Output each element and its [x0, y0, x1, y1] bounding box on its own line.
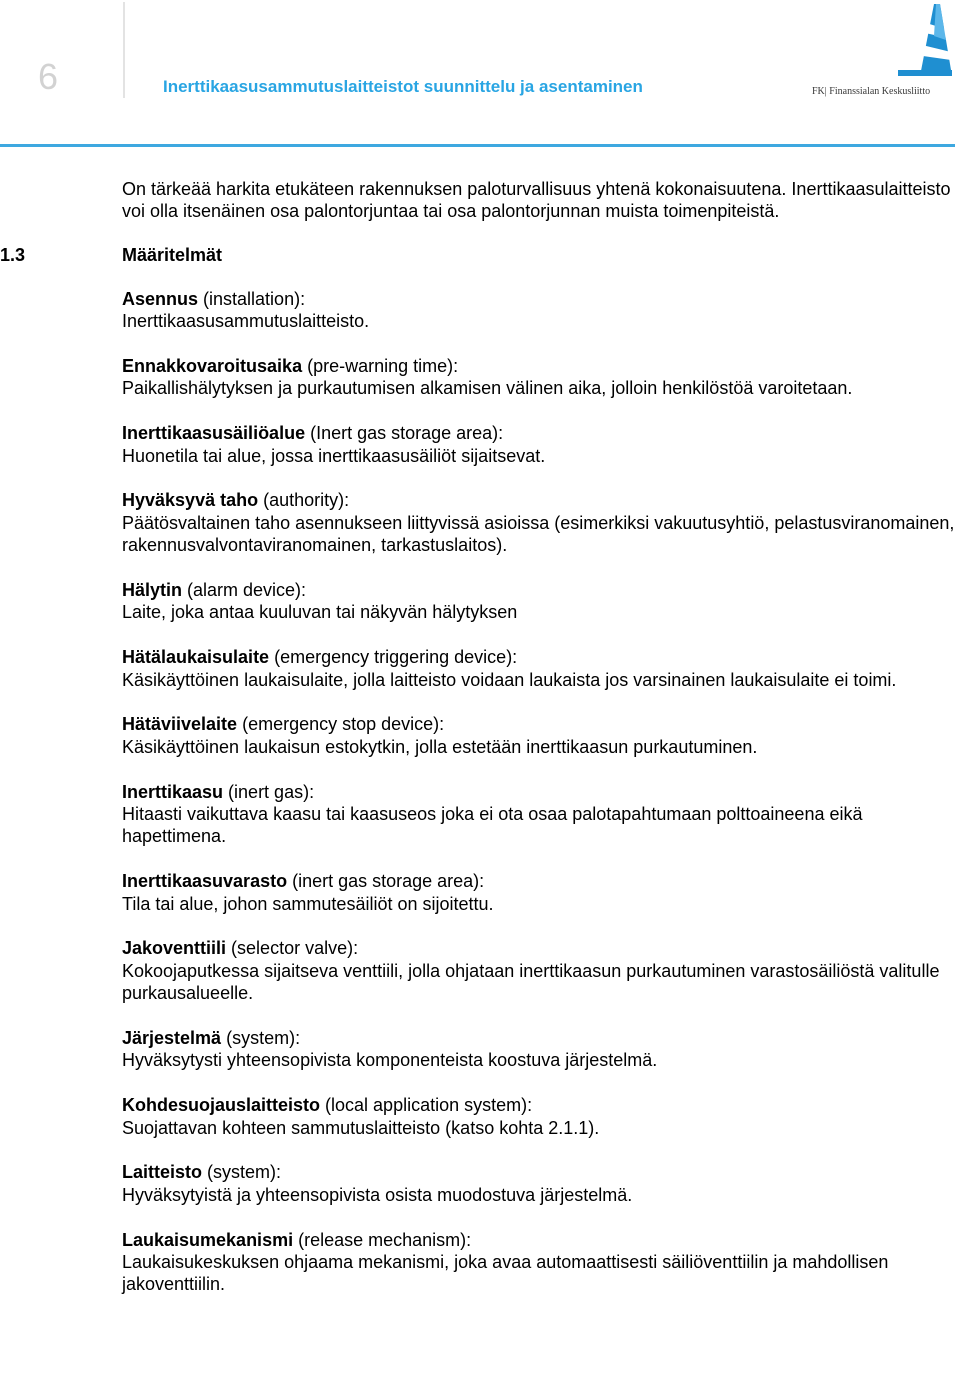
definition-text: Hyväksytyistä ja yhteensopivista osista muodostuva järjestelmä. [122, 1184, 633, 1205]
definition-english: (installation): [198, 288, 306, 309]
definition-english: (selector valve): [226, 938, 359, 959]
definition-english: (local application system): [320, 1095, 533, 1116]
section-heading [0, 244, 960, 268]
page-number: 6 [38, 56, 59, 97]
definition-item [122, 646, 957, 691]
definition-term: Järjestelmä [122, 1028, 222, 1049]
definition-term: Ennakkovaroitusaika [122, 356, 303, 377]
definition-english: (Inert gas storage area): [305, 423, 504, 444]
section-title: Määritelmät [122, 244, 223, 265]
fk-logo-icon [812, 0, 958, 86]
definition-item [122, 1229, 957, 1296]
definition-english: (pre-warning time): [302, 356, 459, 377]
document-body [0, 178, 960, 1296]
definition-term: Kohdesuojauslaitteisto [122, 1095, 321, 1116]
fk-logo [812, 0, 958, 104]
definition-english: (inert gas storage area): [287, 871, 485, 892]
definition-english: (emergency stop device): [237, 714, 445, 735]
definition-term: Inerttikaasusäiliöalue [122, 423, 306, 444]
definition-english: (system): [221, 1028, 301, 1049]
definition-text: Laite, joka antaa kuuluvan tai näkyvän hälytyksen [122, 602, 518, 623]
definition-item [122, 781, 957, 848]
definition-term: Hätäviivelaite [122, 714, 238, 735]
definition-item [122, 713, 957, 758]
definition-text: Suojattavan kohteen sammutuslaitteisto (katso kohta 2.1.1). [122, 1117, 600, 1138]
header-rule [0, 144, 955, 147]
definition-english: (system): [202, 1162, 282, 1183]
definition-item [122, 288, 957, 333]
definition-term: Hyväksyvä taho [122, 490, 259, 511]
definition-text: Laukaisukeskuksen ohjaama mekanismi, joka avaa automaattisesti säiliöventtiilin ja mahdollisen jakoventtiilin. [122, 1252, 889, 1295]
definition-english: (inert gas): [223, 781, 315, 802]
page-header [0, 0, 960, 150]
definition-term: Laukaisumekanismi [122, 1229, 294, 1250]
definition-text: Käsikäyttöinen laukaisulaite, jolla laitteisto voidaan laukaista jos varsinainen laukaisulaite ei toimi. [122, 669, 897, 690]
definition-text: Käsikäyttöinen laukaisun estokytkin, jolla estetään inerttikaasun purkautuminen. [122, 736, 758, 757]
definition-english: (emergency triggering device): [269, 647, 518, 668]
definition-item [122, 579, 957, 624]
logo-text: FK| Finanssialan Keskusliitto [812, 86, 931, 97]
section-number: 1.3 [0, 244, 26, 265]
intro-paragraph: On tärkeää harkita etukäteen rakennuksen paloturvallisuus yhtenä kokonaisuutena. Inerttikaasulaitteisto voi olla itsenäinen osa palontorjuntaa tai osa palontorjunnan muista toimenpiteistä. [122, 179, 951, 222]
definition-item [122, 355, 957, 400]
definition-text: Tila tai alue, johon sammutesäiliöt on sijoitettu. [122, 893, 494, 914]
definition-text: Kokoojaputkessa sijaitseva venttiili, jolla ohjataan inerttikaasun purkautuminen varastosäiliöstä valitulle purkausalueelle. [122, 960, 940, 1004]
definition-term: Hälytin [122, 580, 183, 601]
document-title: Inerttikaasusammutuslaitteistot suunnittelu ja asentaminen [163, 77, 643, 96]
definition-item [122, 422, 957, 467]
header-divider [123, 2, 125, 98]
definition-term: Asennus [122, 288, 199, 309]
definition-term: Inerttikaasu [122, 781, 224, 802]
definition-term: Jakoventtiili [122, 938, 227, 959]
definition-item [122, 1161, 957, 1206]
definition-text: Hitaasti vaikuttava kaasu tai kaasuseos joka ei ota osaa palotapahtumaan polttoaineena eikä hapettimena. [122, 804, 863, 847]
definition-text: Päätösvaltainen taho asennukseen liittyvissä asioissa (esimerkiksi vakuutusyhtiö, pelastusviranomainen, rakennusvalvontaviranomainen, tarkastuslaitos). [122, 512, 955, 556]
definition-item [122, 1094, 957, 1139]
definition-text: Inerttikaasusammutuslaitteisto. [122, 311, 370, 332]
definition-text: Hyväksytysti yhteensopivista komponenteista koostuva järjestelmä. [122, 1050, 658, 1071]
definition-item [122, 489, 957, 556]
definition-item [122, 1027, 957, 1072]
definition-text: Paikallishälytyksen ja purkautumisen alkamisen välinen aika, jolloin henkilöstöä varoitetaan. [122, 378, 853, 399]
definition-english: (release mechanism): [293, 1229, 472, 1250]
definition-english: (alarm device): [182, 580, 307, 601]
definition-list [0, 288, 960, 1296]
definition-term: Inerttikaasuvarasto [122, 871, 288, 892]
definition-text: Huonetila tai alue, jossa inerttikaasusäiliöt sijaitsevat. [122, 445, 546, 466]
definition-term: Laitteisto [122, 1162, 203, 1183]
definition-english: (authority): [258, 490, 350, 511]
definition-item [122, 870, 957, 915]
definition-item [122, 937, 957, 1004]
definition-term: Hätälaukaisulaite [122, 647, 270, 668]
